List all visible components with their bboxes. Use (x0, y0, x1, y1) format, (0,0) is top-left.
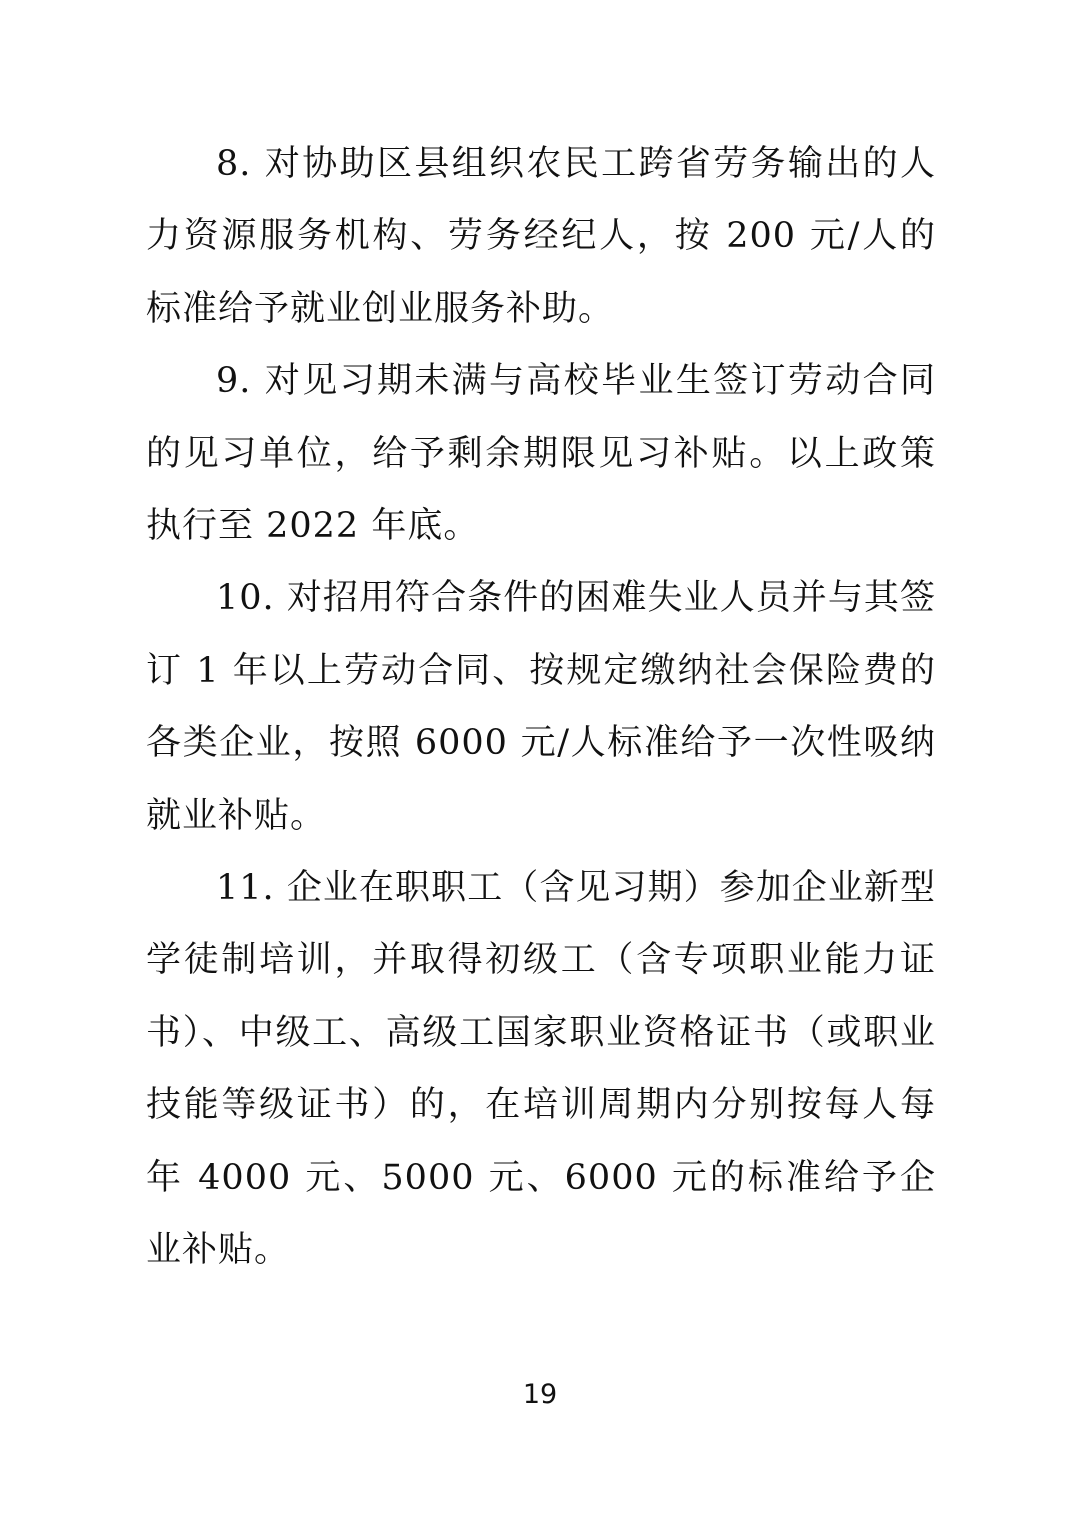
document-body (146, 128, 936, 1287)
paragraph-item-11: 11. 企业在职职工（含见习期）参加企业新型学徒制培训，并取得初级工（含专项职业能力证书）、中级工、高级工国家职业资格证书（或职业技能等级证书）的，在培训周期内分别按每人每年 4000 元、5000 元、6000 元的标准给予企业补贴。 (146, 868, 936, 1271)
page-number: 19 (522, 1379, 558, 1410)
paragraph-item-10: 10. 对招用符合条件的困难失业人员并与其签订 1 年以上劳动合同、按规定缴纳社会保险费的各类企业，按照 6000 元/人标准给予一次性吸纳就业补贴。 (146, 578, 936, 836)
paragraph-item-9: 9. 对见习期未满与高校毕业生签订劳动合同的见习单位，给予剩余期限见习补贴。以上政策执行至 2022 年底。 (146, 361, 936, 547)
paragraph-item-8: 8. 对协助区县组织农民工跨省劳务输出的人力资源服务机构、劳务经纪人，按 200 元/人的标准给予就业创业服务补助。 (146, 144, 936, 329)
